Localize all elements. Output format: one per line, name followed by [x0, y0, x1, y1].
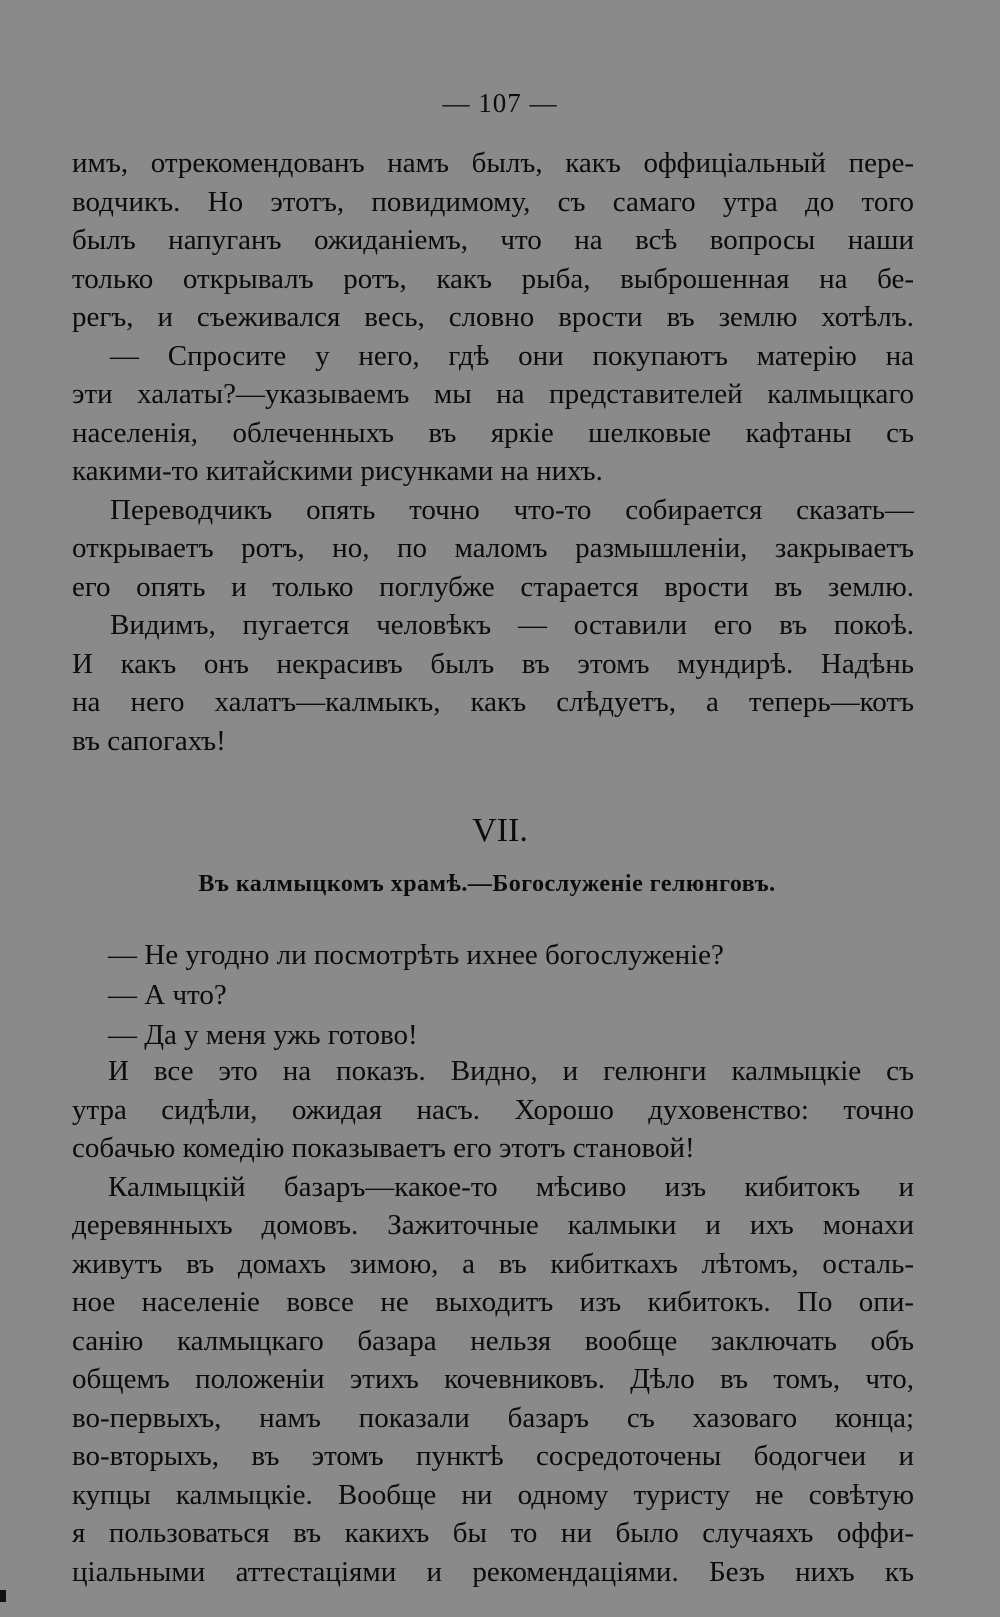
- text-line: Видимъ, пугается человѣкъ — оставили его въ покоѣ.: [110, 609, 914, 641]
- text-line: открываетъ ротъ, но, по маломъ размышленіи, закрываетъ: [72, 532, 914, 564]
- text-line: во-вторыхъ, въ этомъ пунктѣ сосредоточены бодогчеи и: [72, 1440, 914, 1472]
- text-line: регъ, и съеживался весь, словно врости въ землю хотѣлъ.: [72, 301, 914, 333]
- text-line: во-первыхъ, намъ показали базаръ съ хазоваго конца;: [72, 1401, 914, 1434]
- text-line: живутъ въ домахъ зимою, а въ кибиткахъ лѣтомъ, осталь-: [72, 1247, 914, 1280]
- scan-edge-mark: [0, 1590, 6, 1602]
- text-line: ное населеніе вовсе не выходитъ изъ кибитокъ. По опи-: [72, 1286, 914, 1318]
- text-line: И какъ онъ некрасивъ былъ въ этомъ мундирѣ. Надѣнь: [72, 647, 914, 680]
- text-line: санію калмыцкаго базара нельзя вообще заключать объ: [72, 1324, 914, 1357]
- text-line: утра сидѣли, ожидая насъ. Хорошо духовенство: точно: [72, 1093, 914, 1126]
- dialogue-block: [108, 935, 724, 1055]
- dialogue-line: — Да у меня ужь готово!: [108, 1019, 418, 1051]
- dialogue-line: — Не угодно ли посмотрѣть ихнее богослуженіе?: [108, 939, 724, 971]
- text-line: — Спросите у него, гдѣ они покупаютъ матерію на: [110, 339, 914, 372]
- text-line: эти халаты?—указываемъ мы на представителей калмыцкаго: [72, 378, 914, 410]
- text-line: только открывалъ ротъ, какъ рыба, выброшенная на бе-: [72, 262, 914, 295]
- text-line: общемъ положеніи этихъ кочевниковъ. Дѣло въ томъ, что,: [72, 1363, 914, 1395]
- text-line: купцы калмыцкіе. Вообще ни одному туристу не совѣтую: [72, 1478, 914, 1511]
- text-line: былъ напуганъ ожиданіемъ, что на всѣ вопросы наши: [72, 224, 914, 256]
- chapter-number: VII.: [472, 812, 528, 849]
- text-line: собачью комедію показываетъ его этотъ становой!: [72, 1132, 695, 1164]
- text-line: И все это на показъ. Видно, и гелюнги калмыцкіе съ: [108, 1055, 914, 1087]
- page-number: — 107 —: [442, 88, 558, 118]
- text-line: населенія, облеченныхъ въ яркіе шелковые кафтаны съ: [72, 416, 914, 449]
- text-line: на него халатъ—калмыкъ, какъ слѣдуетъ, а теперь—котъ: [72, 686, 914, 718]
- text-line: его опять и только поглубже старается врости въ землю.: [72, 570, 914, 603]
- text-line: какими-то китайскими рисунками на нихъ.: [72, 455, 603, 487]
- text-line: деревянныхъ домовъ. Зажиточные калмыки и ихъ монахи: [72, 1209, 914, 1241]
- text-line: въ сапогахъ!: [72, 724, 226, 757]
- text-line: ціальными аттестаціями и рекомендаціями. Безъ нихъ къ: [72, 1555, 914, 1588]
- text-line: водчикъ. Но этотъ, повидимому, съ самаго утра до того: [72, 185, 914, 218]
- text-line: имъ, отрекомендованъ намъ былъ, какъ оффиціальный пере-: [72, 147, 914, 179]
- text-line: Переводчикъ опять точно что-то собирается сказать—: [110, 493, 914, 526]
- text-block-bottom: [72, 1052, 914, 1591]
- text-block-top: [72, 144, 914, 760]
- dialogue-line: — А что?: [108, 979, 227, 1011]
- text-line: Калмыцкій базаръ—какое-то мѣсиво изъ кибитокъ и: [108, 1170, 914, 1203]
- chapter-title: Въ калмыцкомъ храмѣ.—Богослуженіе гелюнговъ.: [198, 871, 776, 897]
- text-line: я пользоваться въ какихъ бы то ни было случаяхъ оффи-: [72, 1517, 914, 1549]
